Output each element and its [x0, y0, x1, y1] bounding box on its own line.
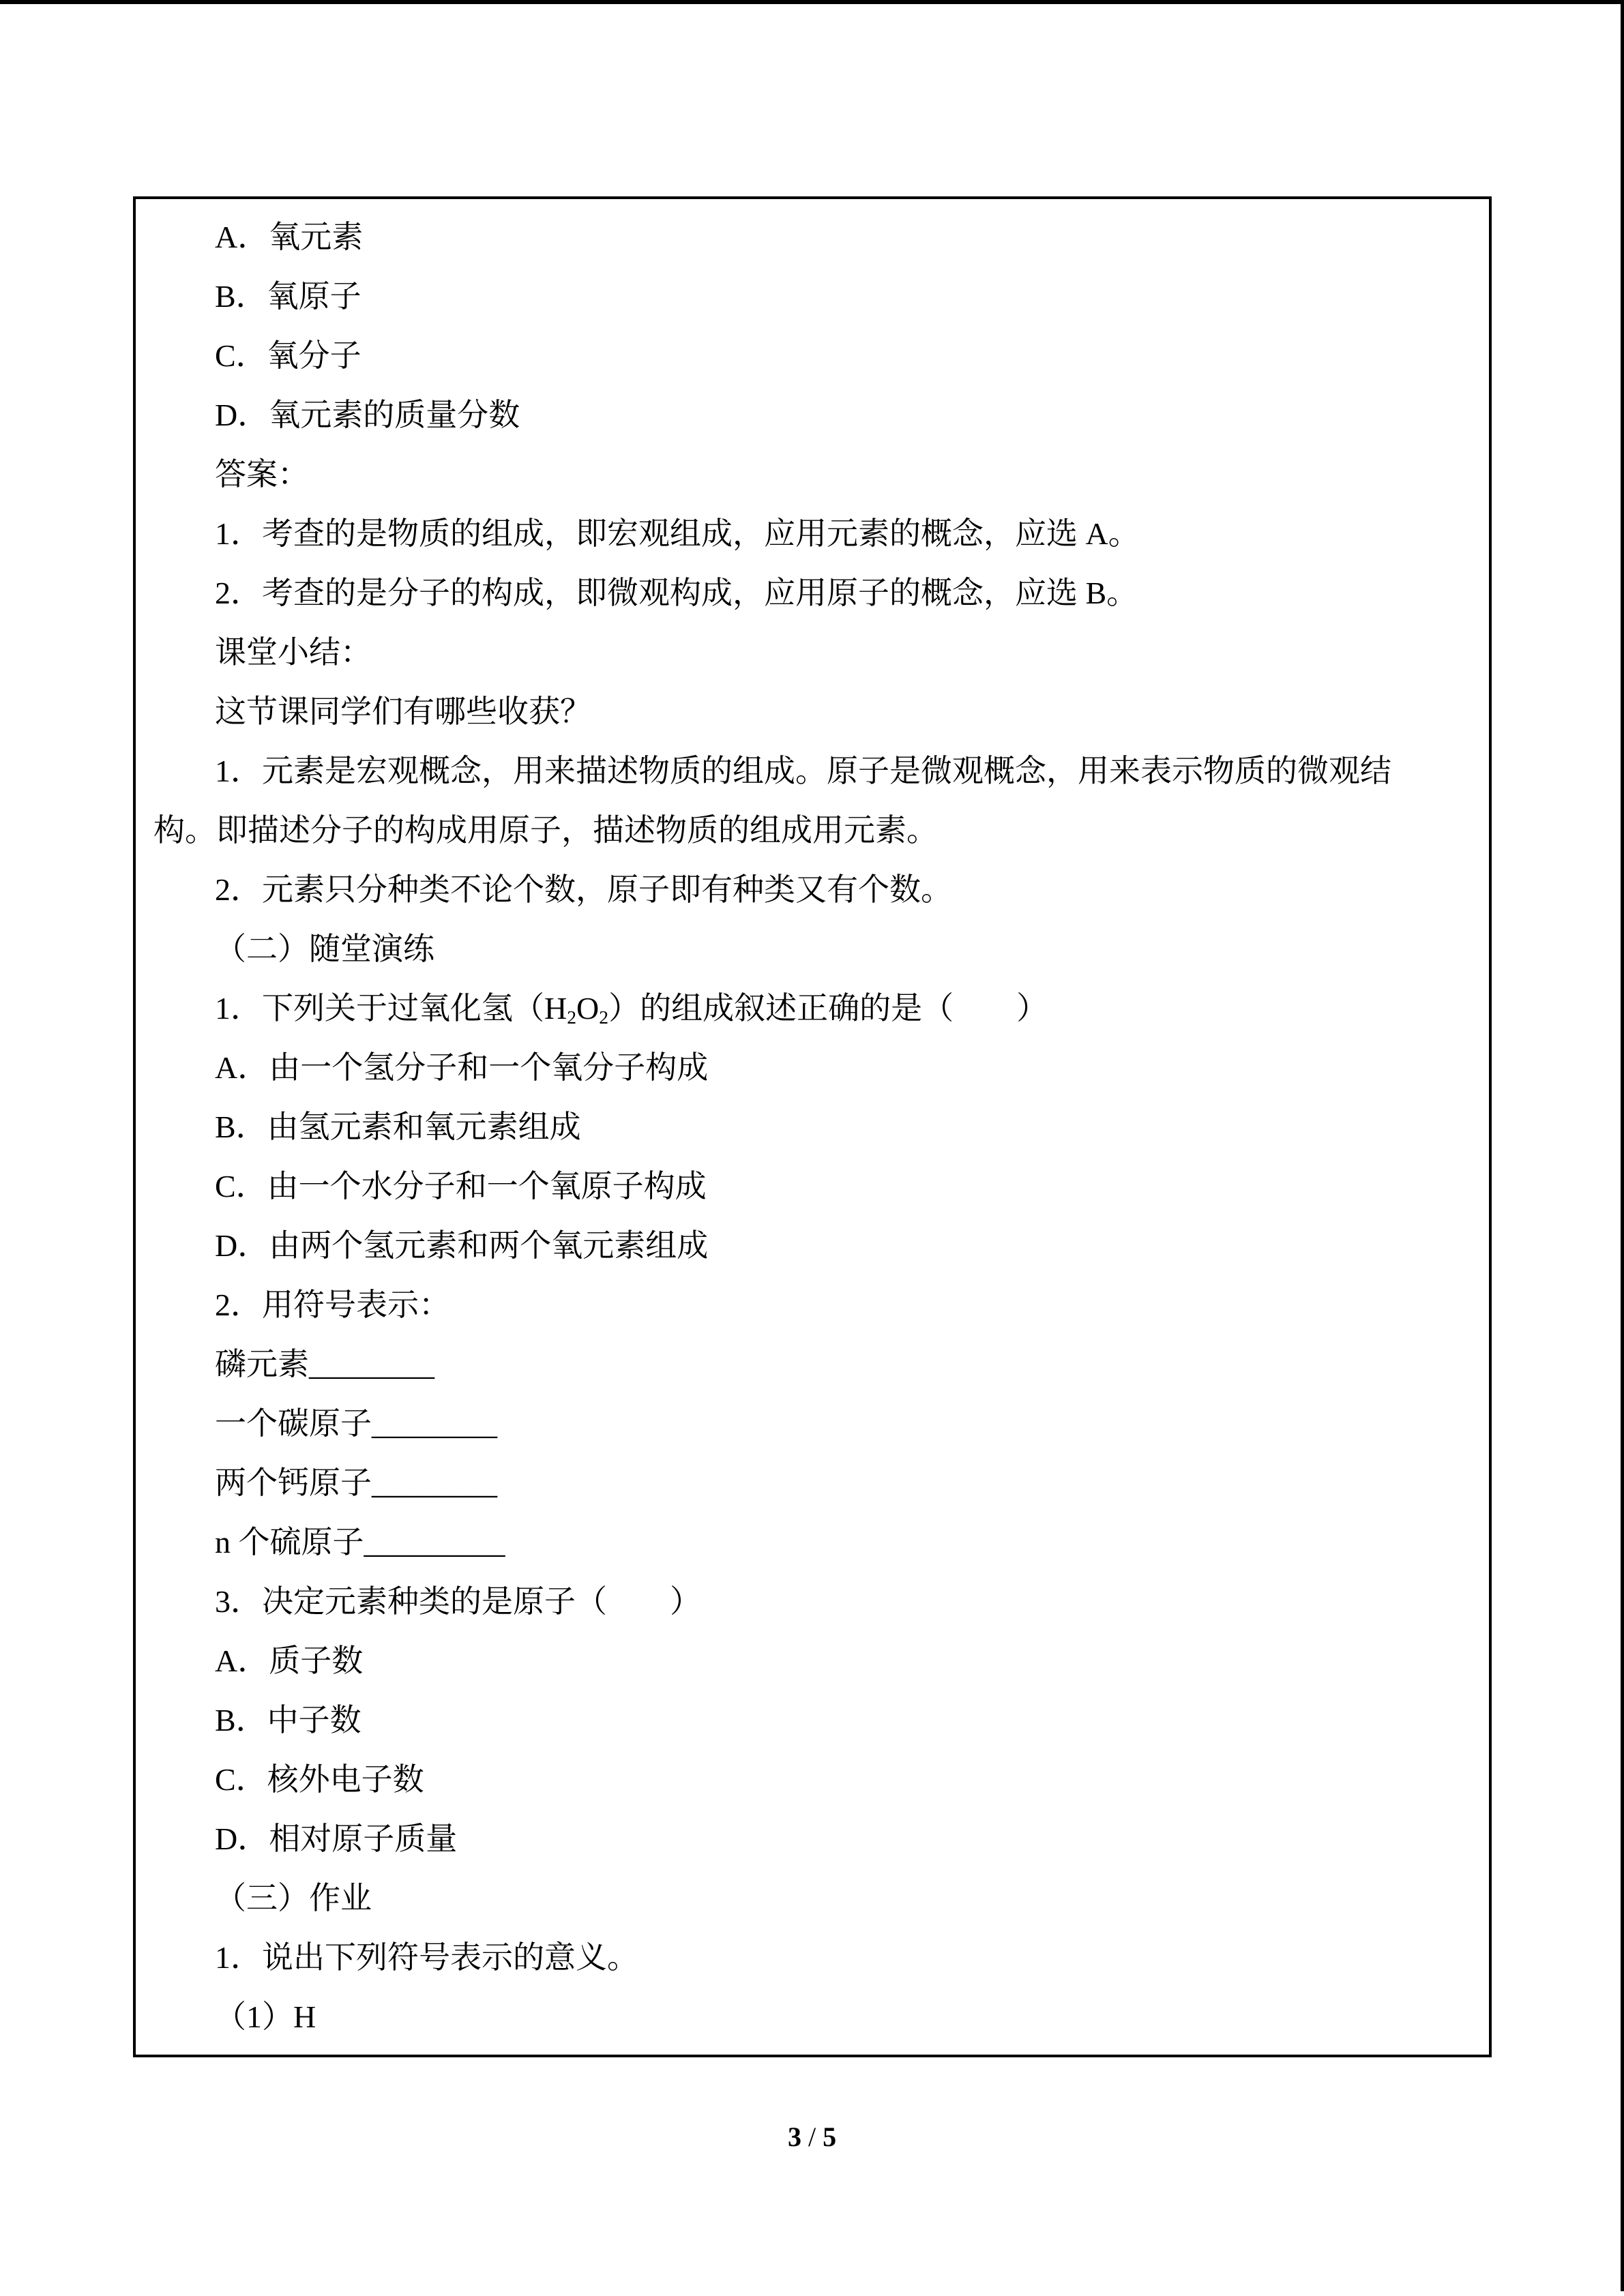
summary-point-1-line-2: 构。即描述分子的构成用原子，描述物质的组成用元素。 [153, 813, 938, 848]
exercise-3-question: 3．决定元素种类的是原子（ ） [215, 1584, 701, 1619]
exercise-2-blank-carbon: 一个碳原子________ [215, 1406, 497, 1441]
question-prev-option-c: C．氧分子 [215, 338, 361, 373]
summary-point-1-line-1: 1．元素是宏观概念，用来描述物质的组成。原子是微观概念，用来表示物质的微观结 [215, 754, 1391, 788]
homework-1: 1．说出下列符号表示的意义。 [215, 1940, 638, 1975]
homework-1-item-1: （1）H [215, 1999, 316, 2034]
exercise-1-option-a: A．由一个氢分子和一个氧分子构成 [215, 1050, 709, 1085]
class-summary-heading: 课堂小结： [215, 635, 372, 670]
exercise-3-option-d: D．相对原子质量 [215, 1821, 458, 1856]
page-number-separator: / [808, 2121, 816, 2152]
section-3-heading: （三）作业 [215, 1881, 372, 1915]
section-2-heading: （二）随堂演练 [215, 931, 434, 966]
exercise-1-question: 1．下列关于过氧化氢$(H_2O_2)$的组成叙述正确的是（ ） [215, 991, 1048, 1028]
exercise-1-option-d: D．由两个氢元素和两个氧元素组成 [215, 1228, 709, 1263]
question-prev-option-b: B．氧原子 [215, 279, 361, 314]
question-prev-option-d: D．氧元素的质量分数 [215, 398, 520, 432]
right-border-line [1621, 0, 1624, 2291]
answer-1: 1．考查的是物质的组成，即宏观组成，应用元素的概念，应选 A。 [215, 516, 1140, 551]
page-number [0, 2121, 1624, 2153]
exercise-1-option-c: C．由一个水分子和一个氧原子构成 [215, 1169, 707, 1204]
answers-heading: 答案： [215, 457, 309, 492]
exercise-2-blank-calcium: 两个钙原子________ [215, 1465, 497, 1500]
answer-2: 2．考查的是分子的构成，即微观构成，应用原子的概念，应选 B。 [215, 576, 1138, 610]
exercise-3-option-c: C．核外电子数 [215, 1762, 424, 1797]
document-text-lines [153, 207, 1471, 2046]
exercise-1-option-b: B．由氢元素和氧元素组成 [215, 1109, 581, 1144]
exercise-3-option-b: B．中子数 [215, 1703, 361, 1738]
page-number-total: 5 [823, 2121, 837, 2152]
summary-point-2: 2．元素只分种类不论个数，原子即有种类又有个数。 [215, 872, 952, 907]
document-content-box [133, 196, 1492, 2057]
class-summary-question: 这节课同学们有哪些收获？ [215, 694, 591, 729]
exercise-2-question: 2．用符号表示： [215, 1287, 450, 1322]
top-border-line [0, 0, 1624, 4]
exercise-2-blank-sulfur: n 个硫原子_________ [215, 1525, 505, 1560]
page-number-current: 3 [787, 2121, 801, 2152]
question-prev-option-a: A．氧元素 [215, 220, 364, 254]
exercise-2-blank-phosphorus: 磷元素________ [215, 1347, 434, 1382]
exercise-3-option-a: A．质子数 [215, 1643, 364, 1678]
